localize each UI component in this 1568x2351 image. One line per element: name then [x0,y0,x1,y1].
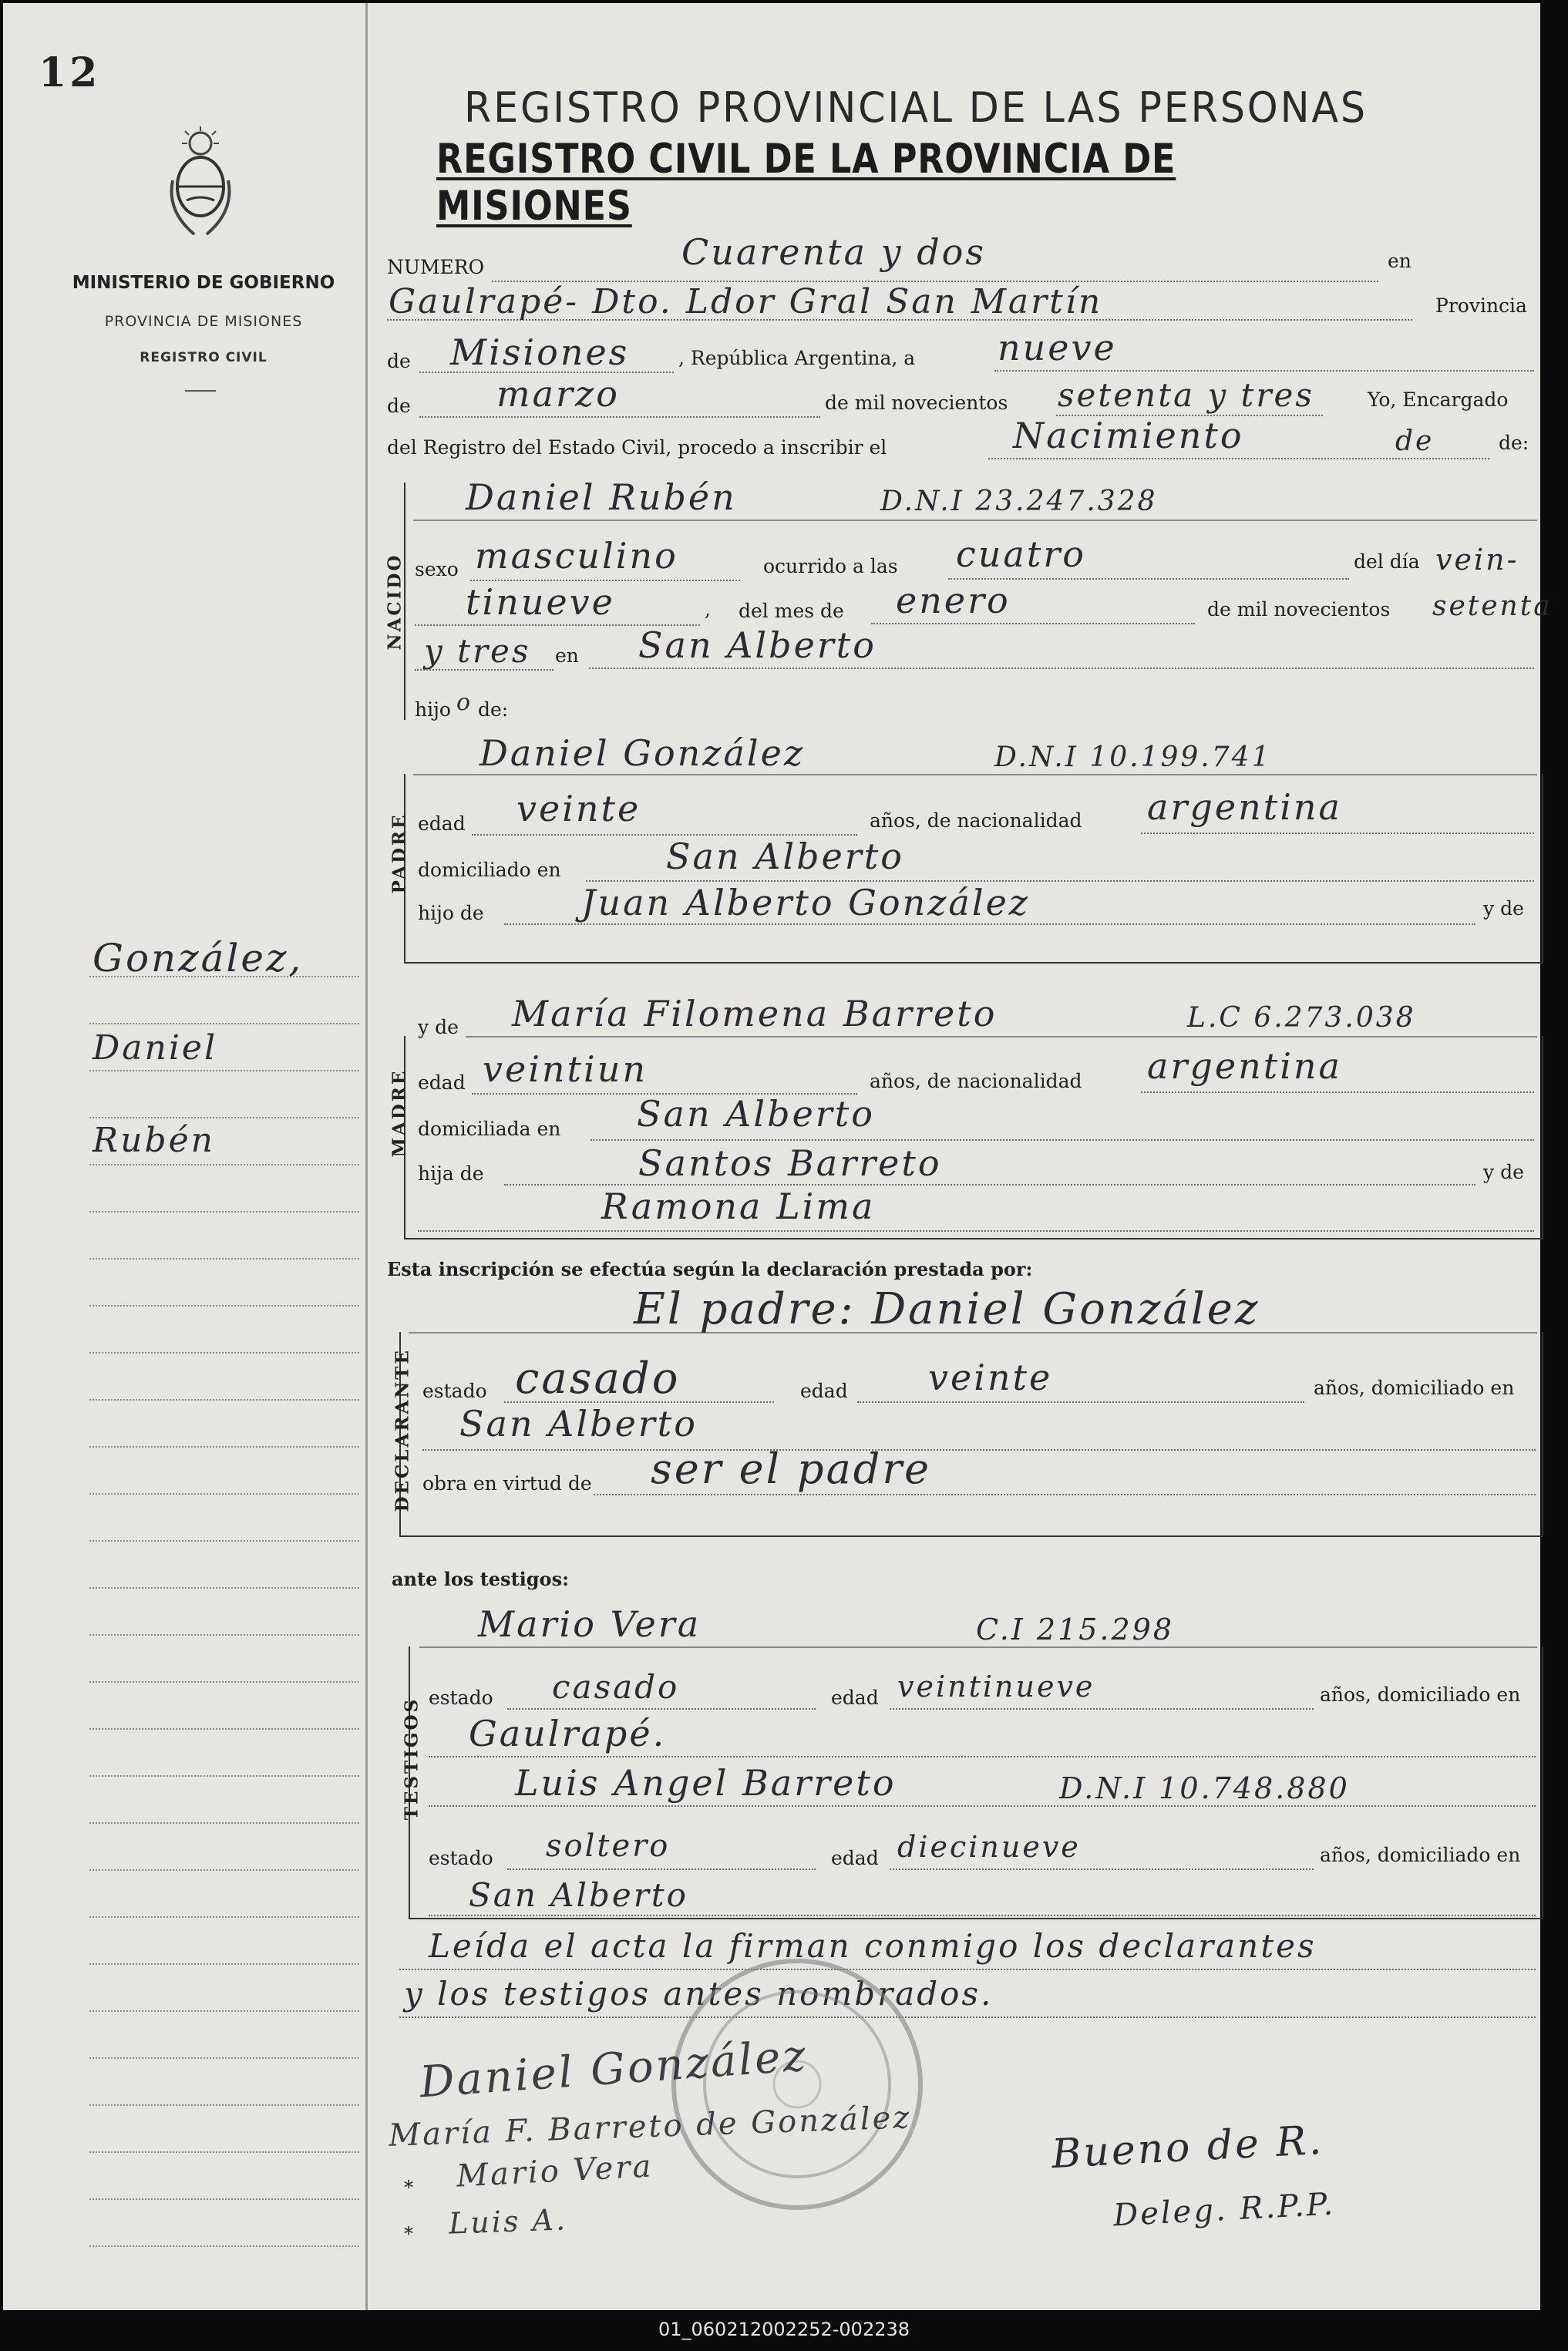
madre-hija-label: hija de [418,1162,484,1185]
testigo1-edad-label: edad [831,1687,879,1709]
signature-father: Daniel González [418,2030,809,2108]
declarante-obra-label: obra en virtud de [422,1472,592,1495]
testigo2-name: Luis Angel Barreto [515,1762,897,1804]
dia-label: del día [1354,550,1420,573]
testigo1-doc: C.I 215.298 [976,1613,1175,1646]
register-page [3,3,1553,2310]
dia-value: vein- [1435,543,1519,577]
margin-rule-line [89,2010,359,2012]
header-civil: REGISTRO CIVIL DE LA PROVINCIA DE MISIONES [436,136,1176,230]
provincia-label: Provincia [1435,294,1527,317]
margin-rule-line [89,2057,359,2059]
margin-rule-line [89,1117,359,1118]
margin-name-surname: González, [93,936,304,980]
madre-nac-value: argentina [1147,1045,1342,1087]
madre-edad-label: edad [418,1071,466,1094]
de-label: de [387,350,411,372]
margin-rule-line [89,2104,359,2106]
closing-line2: y los testigos antes nombrados. [404,1975,994,2013]
padre-name: Daniel González [479,732,806,774]
testigo2-dom-value: San Alberto [469,1876,688,1914]
place-value: Gaulrapé- Dto. Ldor Gral San Martín [389,282,1103,321]
act-de-value: de [1395,425,1435,457]
margin-rule-line [89,1399,359,1401]
mil2-label: de mil novecientos [1207,598,1391,621]
padre-edad-value: veinte [516,788,641,829]
madre-parent2: Ramona Lima [601,1186,876,1227]
nacido-year: y tres [424,632,531,670]
page-number: 12 [39,49,101,96]
declarante-dom-label: años, domiciliado en [1314,1377,1515,1399]
madre-name: María Filomena Barreto [512,993,998,1034]
madre-yde2-label: y de [1483,1161,1524,1183]
margin-rule-line [89,1634,359,1636]
padre-edad-label: edad [418,812,466,835]
nacido-place: San Alberto [638,624,877,666]
testigo2-estado-value: soltero [546,1828,671,1864]
madre-dom-value: San Alberto [637,1093,875,1135]
declarante-estado-label: estado [422,1380,487,1402]
testigo2-dom-label: años, domiciliado en [1320,1844,1521,1866]
image-caption: 01_060212002252-002238 [658,2319,910,2340]
margin-rule-line [89,1775,359,1777]
margin-rule-line [89,1164,359,1165]
de4-label: de: [1499,432,1529,454]
madre-dni: L.C 6.273.038 [1187,1002,1416,1034]
registro-label: del Registro del Estado Civil, procedo a inscribir el [387,436,887,459]
margin-rule-line [89,1728,359,1730]
margin-rule-line [89,1963,359,1965]
dia-value-cont: tinueve [466,581,615,623]
province-value: Misiones [450,331,630,373]
signature-mother: María F. Barreto de González [388,2100,913,2154]
hijo-label: hijo [415,698,451,721]
madre-edad-value: veintiun [483,1048,648,1090]
closing-line1: Leída el acta la firman conmigo los declarantes [429,1927,1317,1965]
madre-dom-label: domiciliada en [418,1118,561,1140]
sexo-label: sexo [415,558,459,580]
testigos-label: ante los testigos: [392,1568,569,1590]
margin-rule-line [89,1822,359,1824]
mes-value: enero [896,580,1011,621]
ministry-registry: REGISTRO CIVIL [140,350,268,365]
mil-value: setenta [1432,590,1553,622]
section-madre: MADRE [389,1068,410,1158]
margin-rule-line [89,1446,359,1448]
padre-dom-value: San Alberto [666,836,904,877]
sexo-value: masculino [475,535,678,577]
testigo2-doc: D.N.I 10.748.880 [1059,1771,1350,1805]
section-declarante: DECLARANTE [392,1348,413,1512]
declarante-obra-value: ser el padre [651,1445,932,1493]
madre-nac-label: años, de nacionalidad [870,1070,1082,1092]
margin-name-second: Rubén [93,1121,216,1160]
padre-dom-label: domiciliado en [418,859,561,881]
hour-value: cuatro [956,533,1086,575]
padre-parent: Juan Alberto González [581,882,1031,923]
margin-rule-line [89,1211,359,1212]
mes-label: del mes de [739,600,844,622]
padre-nac-label: años, de nacionalidad [870,809,1082,832]
ocurrido-label: ocurrido a las [763,555,898,577]
margin-rule-line [89,1305,359,1307]
madre-yde-label: y de [418,1016,459,1038]
day-value: nueve [998,327,1117,368]
hijo-suffix: o [456,689,473,716]
numero-value: Cuarenta y dos [681,231,986,273]
testigo1-estado-label: estado [429,1687,493,1709]
republica-label: , República Argentina, a [678,347,916,369]
margin-rule-line [89,1352,359,1354]
testigo1-estado-value: casado [552,1668,680,1706]
signature-registrar: Bueno de R. [1050,2117,1325,2178]
margin-rule-line [89,1681,359,1683]
header-provincial: REGISTRO PROVINCIAL DE LAS PERSONAS [464,83,1368,132]
madre-parent1: Santos Barreto [638,1142,942,1184]
signature-witness2: Luis A. [448,2202,568,2241]
mil-label: de mil novecientos [825,392,1008,414]
signature-witness1: Mario Vera [455,2148,654,2195]
padre-yde-label: y de [1483,897,1524,920]
coat-of-arms-icon [163,126,237,242]
margin-name-first: Daniel [93,1028,218,1068]
padre-dni: D.N.I 10.199.741 [994,742,1272,773]
declarante-edad-label: edad [800,1380,848,1402]
margin-rule-line [89,1258,359,1260]
numero-label: NUMERO [387,256,485,278]
en-label: en [1388,250,1412,272]
mark-star-2: * [404,2223,413,2245]
nacido-dni: D.N.I 23.247.328 [880,486,1158,517]
margin-rule-line [89,1023,359,1024]
year-value: setenta y tres [1058,376,1314,414]
margin-rule-line [89,1070,359,1071]
declarante-estado-value: casado [515,1354,681,1404]
declarante-dom-value: San Alberto [459,1403,698,1445]
de2-label: de [387,395,411,417]
month-value: marzo [496,373,620,415]
section-nacido: NACIDO [384,553,405,651]
hijo-de-label: de: [478,698,509,721]
nacido-en-label: en [555,644,579,667]
margin-rule-line [89,1540,359,1542]
testigo2-estado-label: estado [429,1847,493,1869]
testigo2-edad-value: diecinueve [897,1830,1081,1864]
declarante-name: El padre: Daniel González [634,1284,1260,1334]
mark-star-1: * [404,2177,413,2198]
margin-separator [365,3,368,2310]
declaracion-label: Esta inscripción se efectúa según la declaración prestada por: [387,1258,1033,1280]
section-testigos: TESTIGOS [401,1697,422,1821]
nacido-name: Daniel Rubén [466,476,737,518]
margin-rule-line [89,1869,359,1871]
padre-nac-value: argentina [1147,786,1342,828]
slash-mark: , [705,598,711,621]
testigo1-name: Mario Vera [478,1603,702,1645]
testigo1-edad-value: veintinueve [897,1670,1095,1704]
padre-hijo-label: hijo de [418,902,484,924]
ministry-title: MINISTERIO DE GOBIERNO [72,273,335,293]
section-padre: PADRE [389,812,410,894]
margin-rule-line [89,2198,359,2200]
ministry-divider [185,390,216,392]
ministry-province: PROVINCIA DE MISIONES [104,313,303,330]
declarante-edad-value: veinte [928,1357,1053,1398]
margin-rule-line [89,1587,359,1589]
margin-rule-line [89,1916,359,1918]
act-value: Nacimiento [1013,415,1244,456]
margin-rule-line [89,2245,359,2247]
testigo1-dom-value: Gaulrapé. [469,1713,667,1754]
testigo2-edad-label: edad [831,1847,879,1869]
margin-rule-line [89,1493,359,1495]
encargado-label: Yo, Encargado [1368,388,1509,411]
registrar-title: Deleg. R.P.P. [1112,2186,1337,2234]
margin-rule-line [89,2151,359,2153]
testigo1-dom-label: años, domiciliado en [1320,1683,1521,1706]
